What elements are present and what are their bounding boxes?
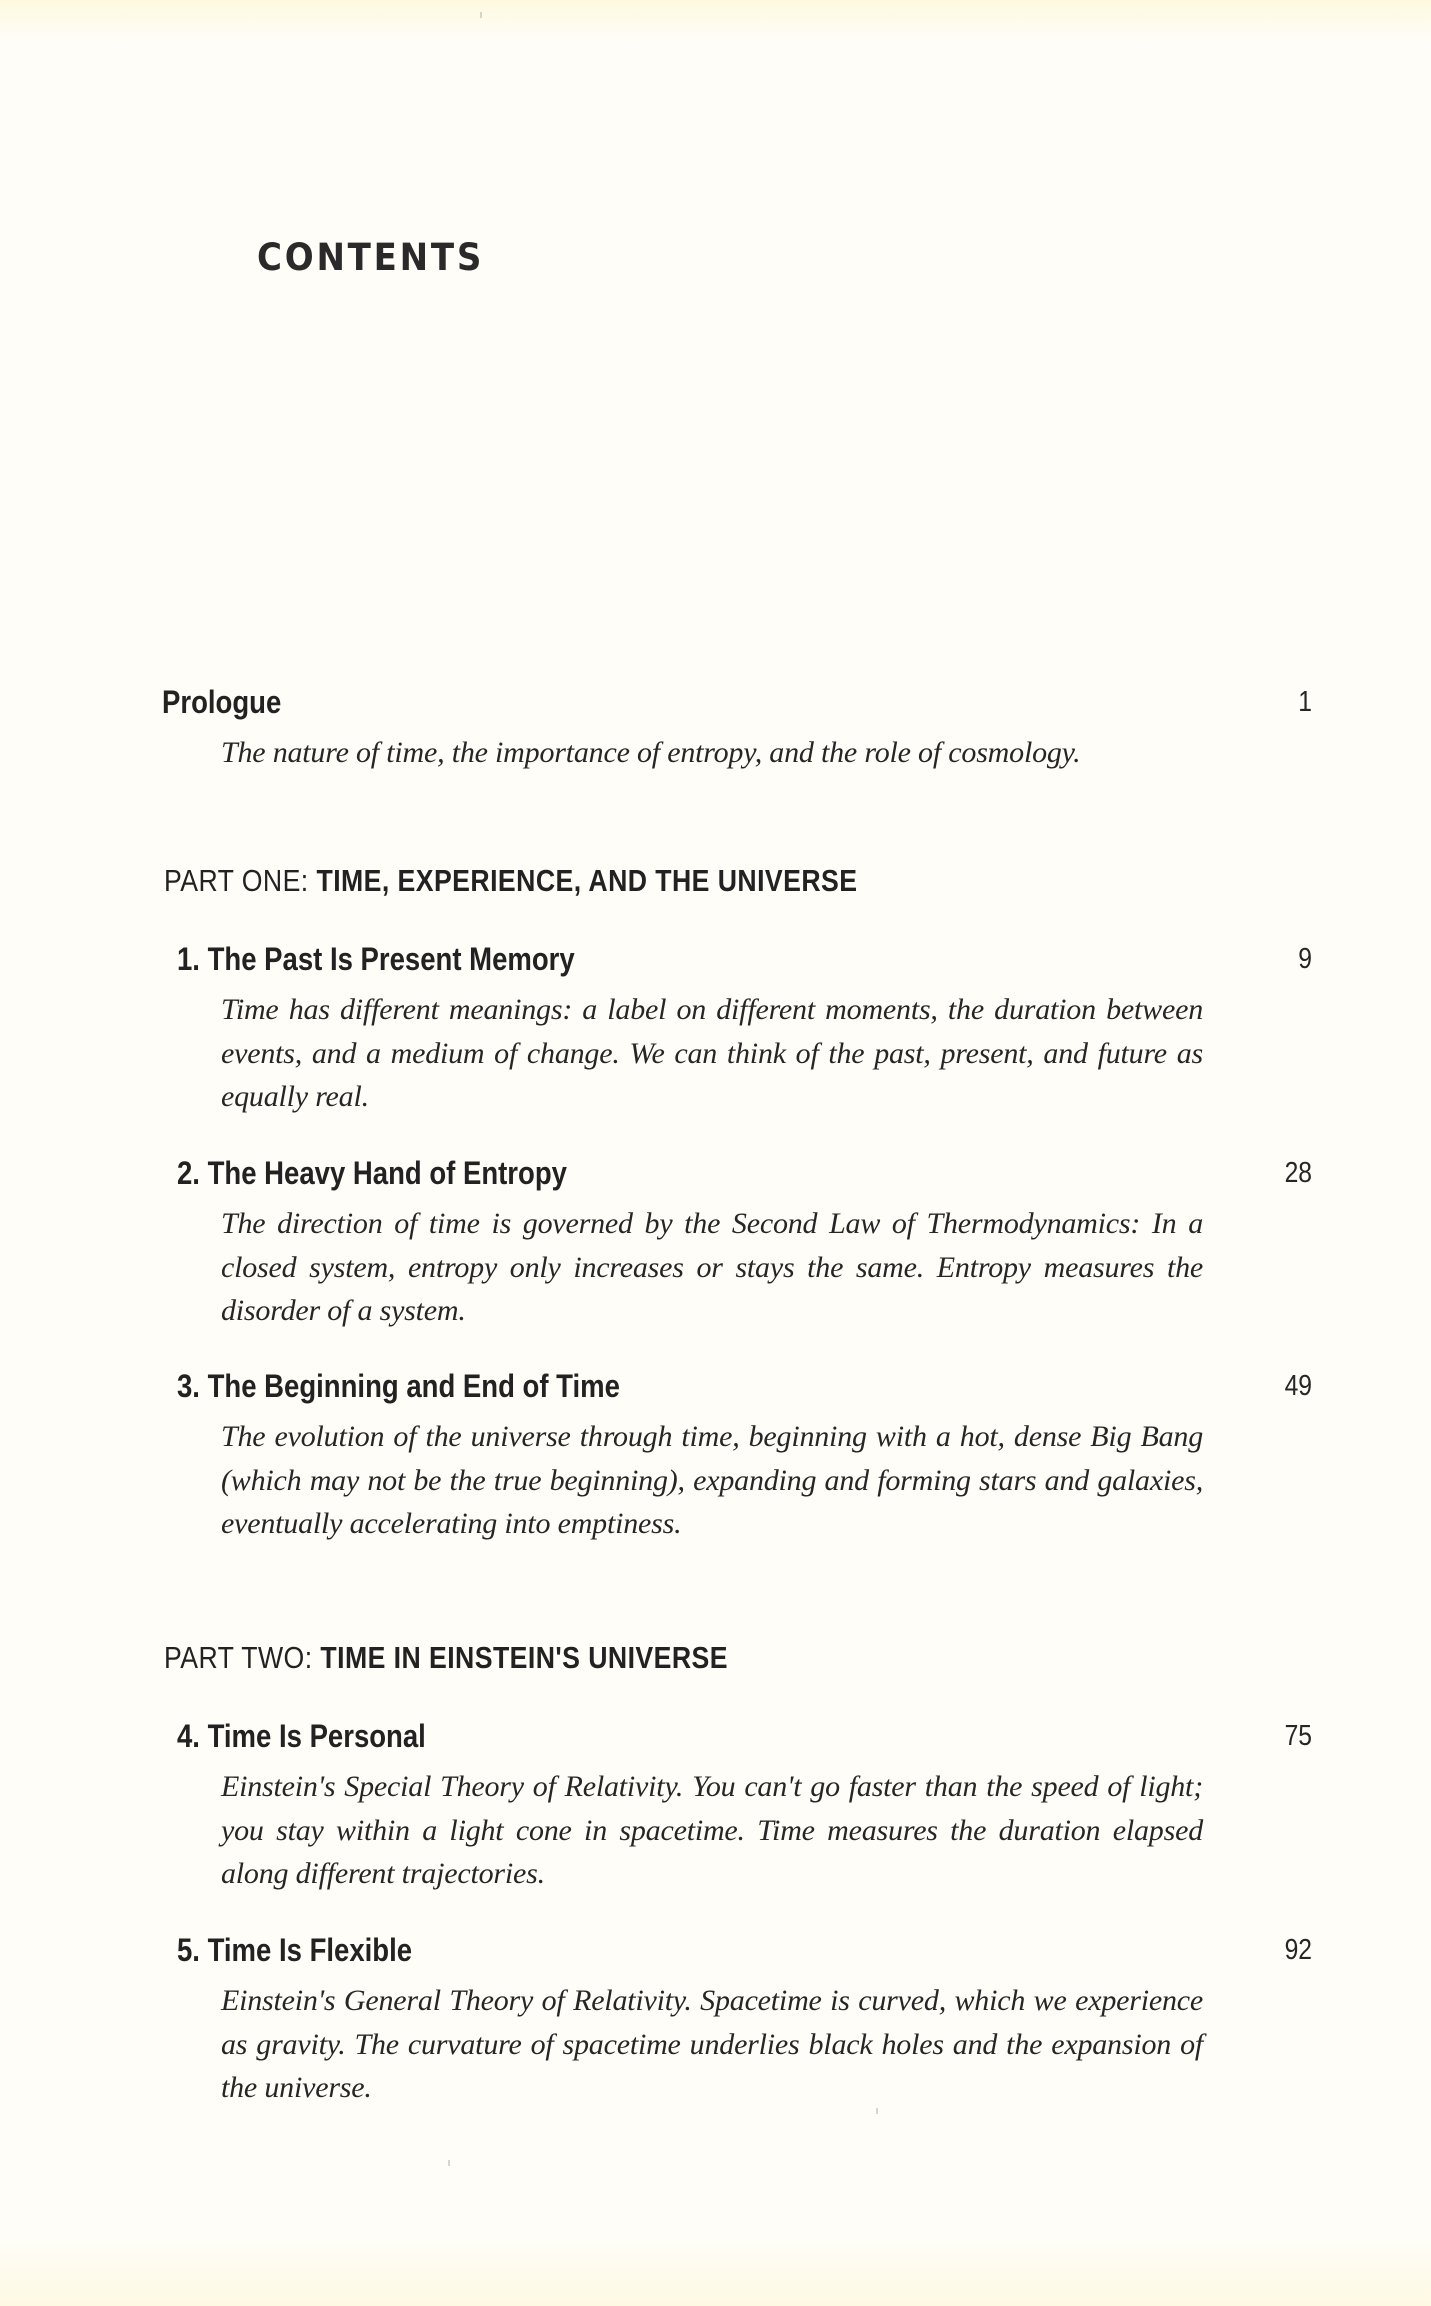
chapter-1-description: Time has different meanings: a label on different moments, the duration between events, and a medium of change. We can think of the past, present, and future as equally real. [221,993,1203,1113]
chapter-2-page-number: 28 [1284,1157,1312,1189]
prologue-page-number: 1 [1298,686,1312,718]
chapter-5-title: Time Is Flexible [207,1932,413,1968]
scan-speck [480,12,482,18]
chapter-4-page-number: 75 [1284,1720,1312,1752]
chapter-2-number: 2. [177,1155,200,1191]
chapter-1-heading [177,941,575,978]
prologue-description: The nature of time, the importance of entropy, and the role of cosmology. [221,736,1081,769]
chapter-5-page-number: 92 [1284,1934,1312,1966]
scan-speck [448,2160,450,2166]
chapter-4-description: Einstein's Special Theory of Relativity. You can't go faster than the speed of light; you stay within a light cone in spacetime. Time measures the duration elapsed along different trajectories. [221,1770,1203,1890]
chapter-3-heading [177,1368,620,1405]
chapter-4-number: 4. [177,1718,200,1754]
chapter-2-heading [177,1155,567,1192]
part-one-label: PART ONE: [164,863,309,898]
chapter-5-number: 5. [177,1932,200,1968]
part-two-heading [164,1640,728,1676]
scan-speck [876,2108,878,2114]
chapter-3-description: The evolution of the universe through time, beginning with a hot, dense Big Bang (which may not be the true beginning), expanding and forming stars and galaxies, eventually accelerating into emptiness. [221,1420,1203,1540]
chapter-1-title: The Past Is Present Memory [207,941,575,977]
chapter-5-heading [177,1932,412,1969]
page-title: CONTENTS [257,236,485,279]
chapter-2-title: The Heavy Hand of Entropy [207,1155,567,1191]
chapter-3-page-number: 49 [1284,1370,1312,1402]
prologue-heading: Prologue [162,684,282,720]
chapter-5-description: Einstein's General Theory of Relativity. Spacetime is curved, which we experience as gravity. The curvature of spacetime underlies black holes and the expansion of the universe. [221,1984,1203,2104]
chapter-1-page-number: 9 [1298,943,1312,975]
part-one-heading [164,863,857,899]
part-two-label: PART TWO: [164,1640,313,1675]
part-one-title: TIME, EXPERIENCE, AND THE UNIVERSE [316,863,858,898]
chapter-3-number: 3. [177,1368,200,1404]
chapter-4-title: Time Is Personal [207,1718,426,1754]
chapter-1-number: 1. [177,941,200,977]
part-two-title: TIME IN EINSTEIN'S UNIVERSE [320,1640,728,1675]
chapter-2-description: The direction of time is governed by the Second Law of Thermodynamics: In a closed system, entropy only increases or stays the same. Entropy measures the disorder of a system. [221,1207,1203,1327]
chapter-4-heading [177,1718,426,1755]
chapter-3-title: The Beginning and End of Time [207,1368,620,1404]
